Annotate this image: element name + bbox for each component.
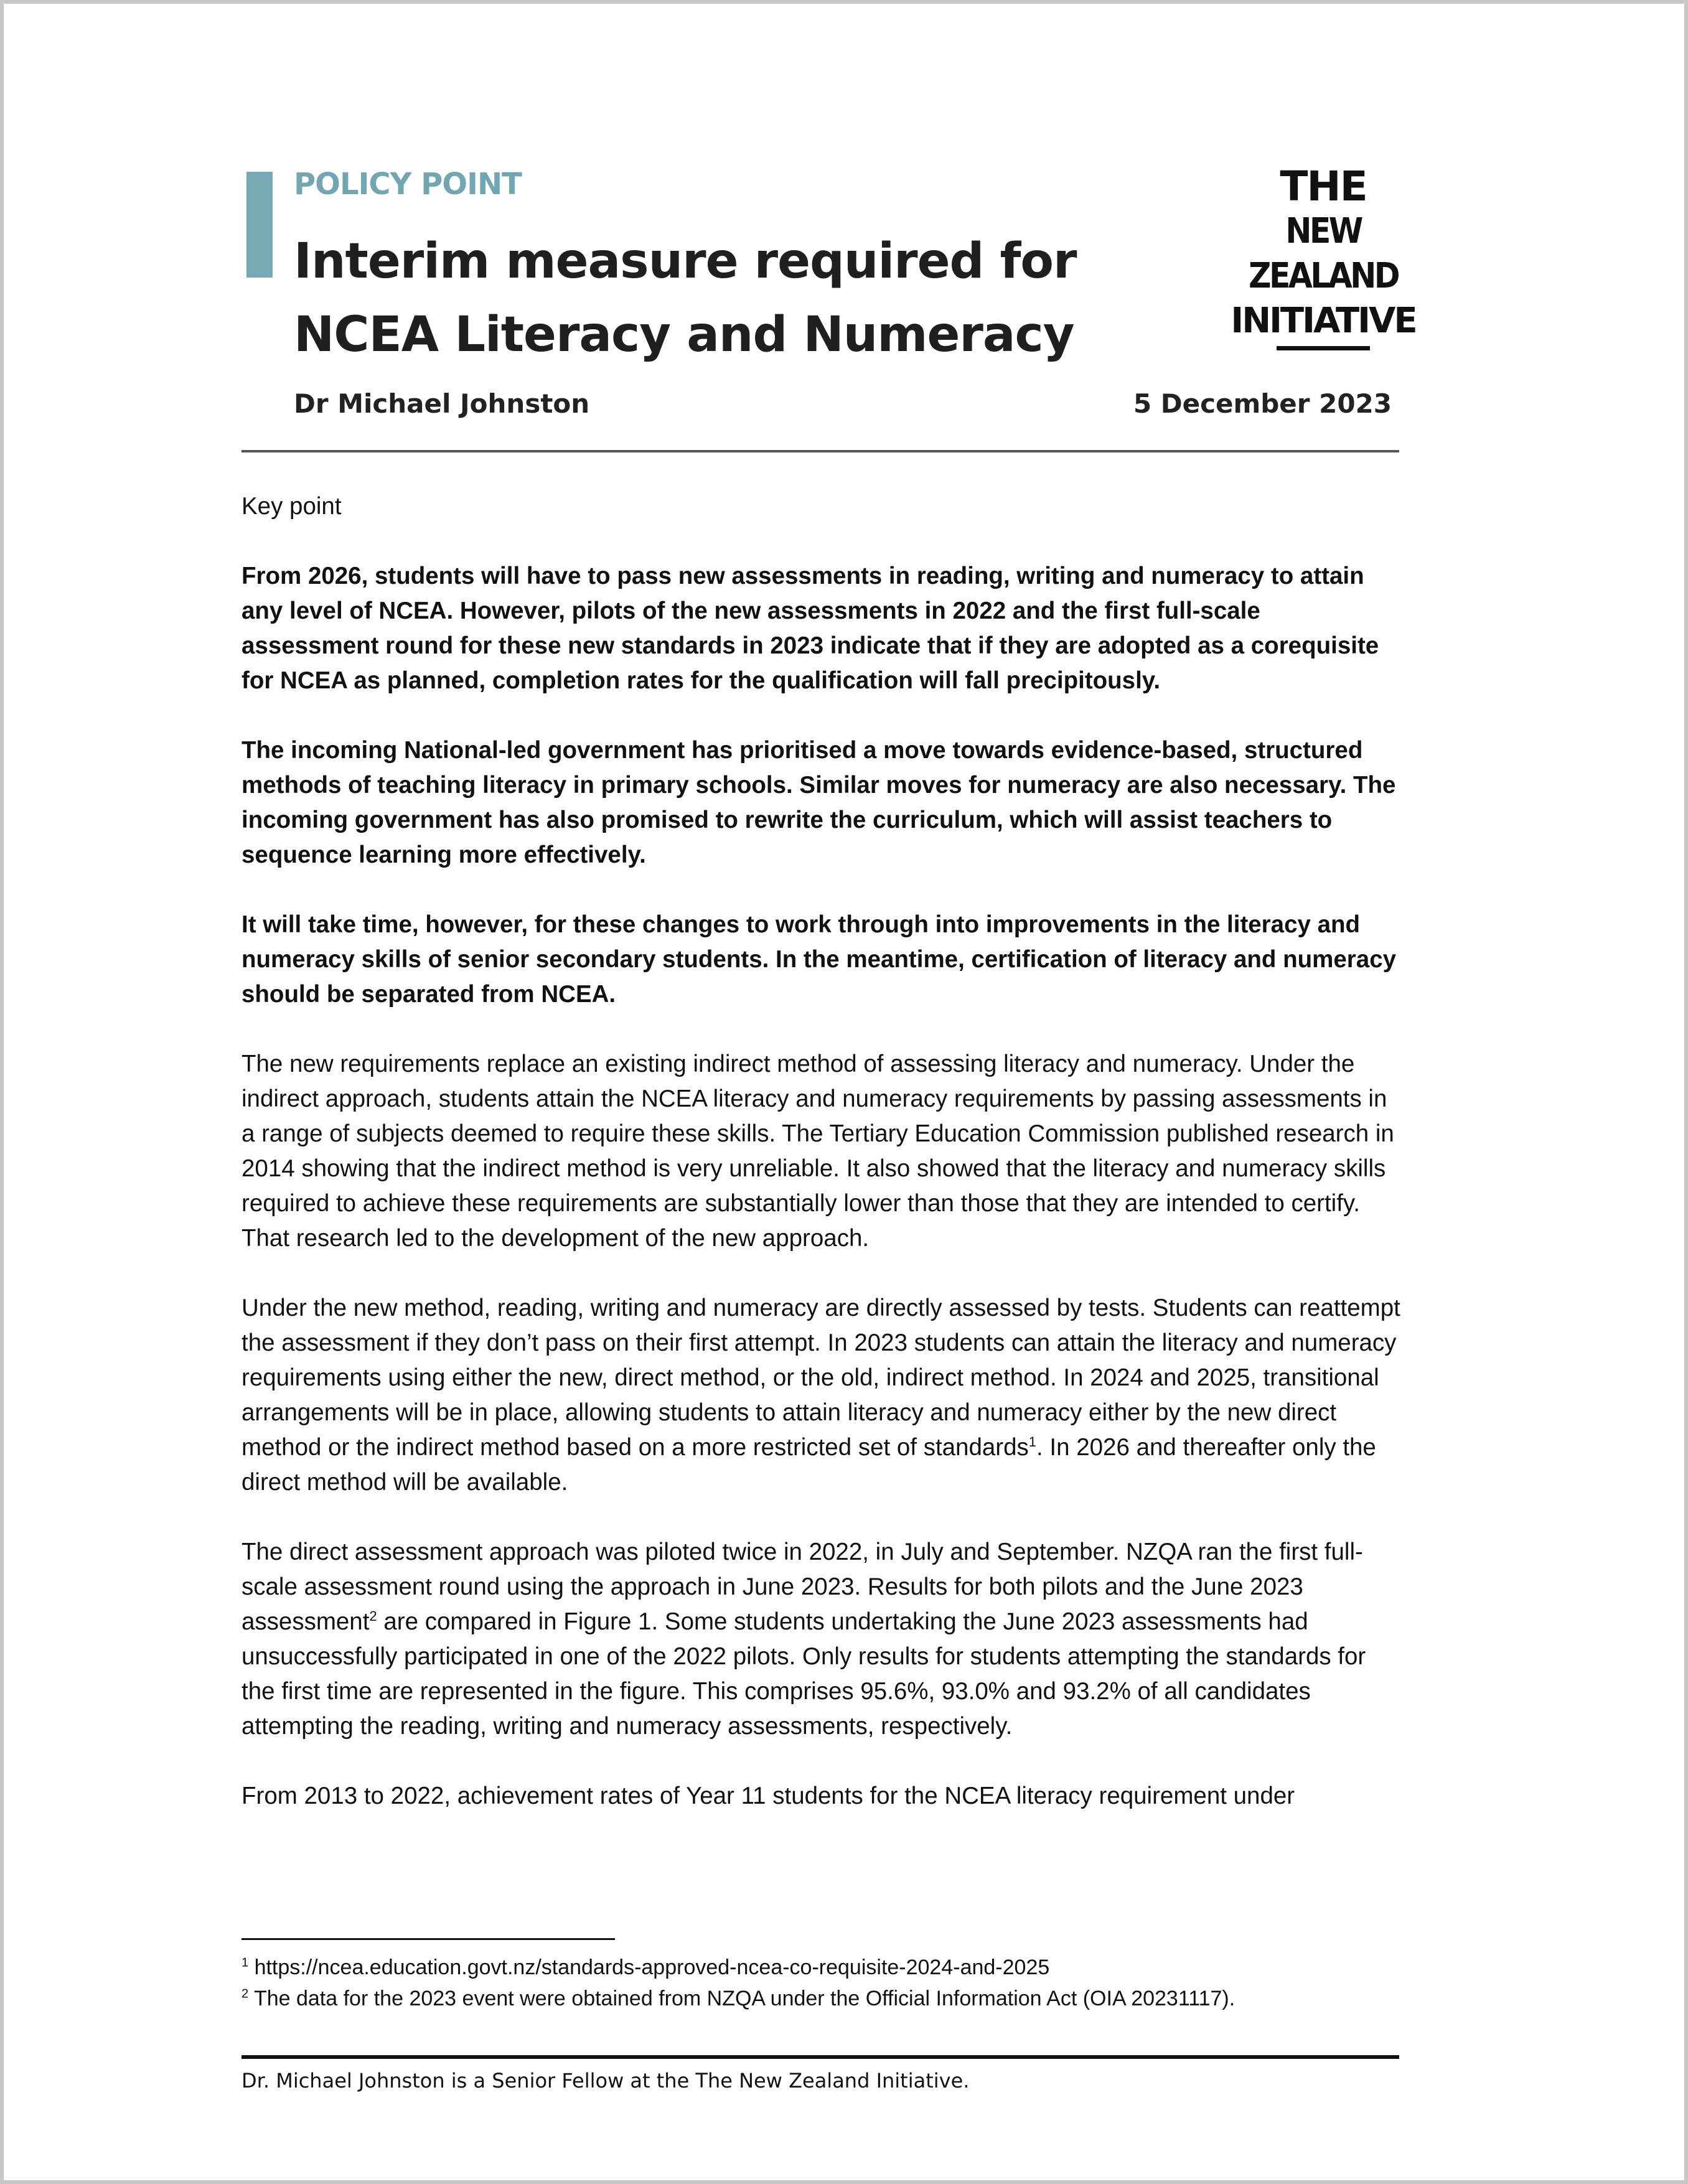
footnote xyxy=(241,1952,1402,1983)
body-paragraph: The new requirements replace an existing indirect method of assessing literacy and numeracy. Under the indirect approach, students attain the NCEA literacy and numeracy requirements by passing assessments in a range of subjects deemed to require these skills. The Tertiary Education Commission published research in 2014 showing that the indirect method is very unreliable. It also showed that the literacy and numeracy skills required to achieve these requirements are substantially lower than those that they are intended to certify. That research led to the development of the new approach. xyxy=(241,1051,1394,1252)
footnote-number: 2 xyxy=(241,1987,249,2001)
nz-initiative-logo xyxy=(1230,164,1417,350)
section-kicker: POLICY POINT xyxy=(294,167,522,202)
footnote-text: The data for the 2023 event were obtained from NZQA under the Official Information Act (OIA 20231117). xyxy=(248,1987,1236,2010)
logo-line-3: INITIATIVE xyxy=(1231,301,1416,341)
footnote-number: 1 xyxy=(241,1956,249,1970)
key-point-paragraph: The incoming National-led government has prioritised a move towards evidence-based, structured methods of teaching literacy in primary schools. Similar moves for numeracy are also necessary. The incoming government has also promised to rewrite the curriculum, which will assist teachers to sequence learning more effectively. xyxy=(241,737,1396,868)
publication-date: 5 December 2023 xyxy=(1133,388,1392,419)
header-divider xyxy=(241,450,1399,452)
logo-line-1: THE xyxy=(1280,162,1367,210)
body-text: The direct assessment approach was piloted twice in 2022, in July and September. NZQA ran the first full-scale assessment round using the approach in June 2023. Results for both pilots and the June 2023 assessment xyxy=(241,1539,1363,1635)
body-paragraph: From 2013 to 2022, achievement rates of Year 11 students for the NCEA literacy requirement under xyxy=(241,1783,1295,1809)
footnote-ref[interactable]: 1 xyxy=(1028,1434,1037,1450)
body-paragraph xyxy=(241,1535,1402,1744)
key-point-heading: Key point xyxy=(241,493,342,520)
logo-underline xyxy=(1277,346,1370,350)
author-bio: Dr. Michael Johnston is a Senior Fellow at the The New Zealand Initiative. xyxy=(241,2069,970,2093)
footnotes xyxy=(241,1952,1402,2014)
logo-line-2: NEW ZEALAND xyxy=(1249,211,1398,296)
article-body xyxy=(241,489,1402,1849)
key-point-paragraph: It will take time, however, for these changes to work through into improvements in the literacy and numeracy skills of senior secondary students. In the meantime, certification of literacy and numeracy should be separated from NCEA. xyxy=(241,911,1397,1008)
key-point-paragraph: From 2026, students will have to pass new assessments in reading, writing and numeracy to attain any level of NCEA. However, pilots of the new assessments in 2022 and the first full-scale assessment round for these new standards in 2023 indicate that if they are adopted as a corequisite for NCEA as planned, completion rates for the qualification will fall precipitously. xyxy=(241,563,1379,694)
footnote-ref[interactable]: 2 xyxy=(369,1608,377,1624)
body-paragraph xyxy=(241,1291,1402,1500)
body-text: Under the new method, reading, writing and numeracy are directly assessed by tests. Students can reattempt the assessment if they don’t pass on their first attempt. In 2023 students can attain the literacy and numeracy requirements using either the new, direct method, or the old, indirect method. In 2024 and 2025, transitional arrangements will be in place, allowing students to attain literacy and numeracy either by the new direct method or the indirect method based on a more restricted set of standards xyxy=(241,1295,1400,1461)
author-name: Dr Michael Johnston xyxy=(294,388,590,419)
footnote-text[interactable]: https://ncea.education.govt.nz/standards-approved-ncea-co-requisite-2024-and-2025 xyxy=(248,1956,1050,1979)
body-text: are compared in Figure 1. Some students undertaking the June 2023 assessments had unsuccessfully participated in one of the 2022 pilots. Only results for students attempting the standards for the first time are represented in the figure. This comprises 95.6%, 93.0% and 93.2% of all candidates attempting the reading, writing and numeracy assessments, respectively. xyxy=(241,1608,1366,1740)
footnote-divider xyxy=(241,1938,615,1940)
body-text: . In 2026 and thereafter only the direct method will be available. xyxy=(241,1434,1376,1496)
footnote xyxy=(241,1983,1402,2014)
accent-bar xyxy=(246,172,273,278)
footer-divider xyxy=(241,2055,1399,2059)
page-title: Interim measure required for NCEA Literacy and Numeracy xyxy=(294,233,1077,363)
